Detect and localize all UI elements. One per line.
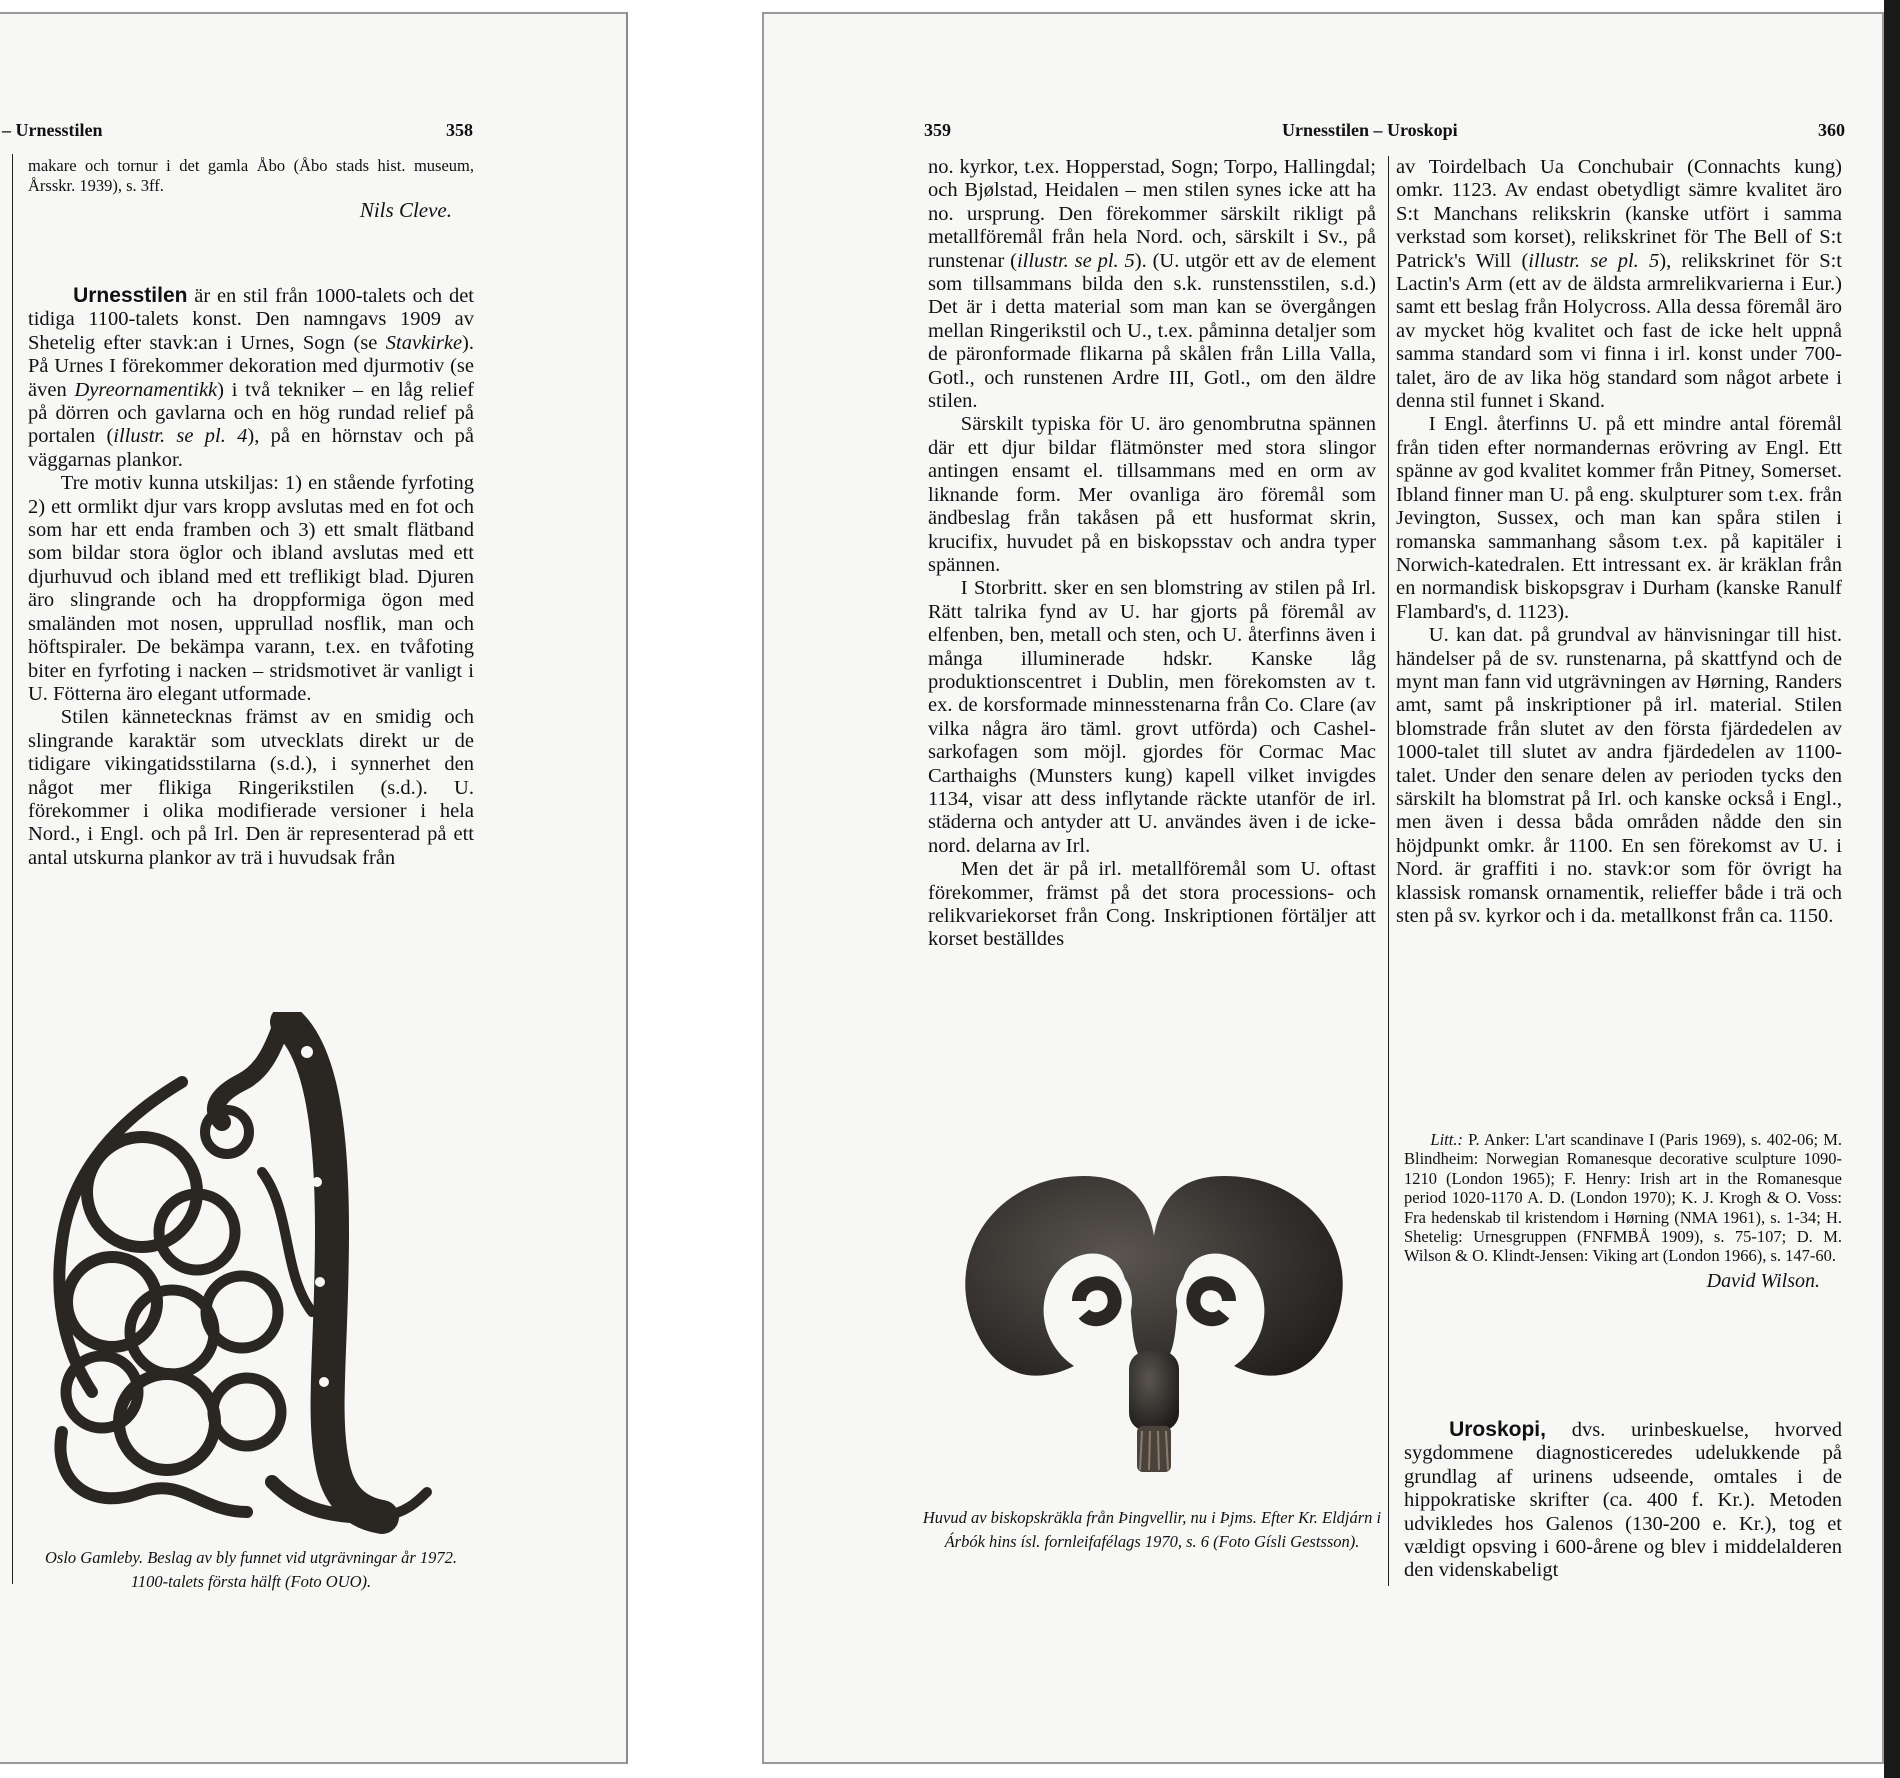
entry-text: är en stil från 1000-talets och det tidiga 1100-talets konst. Den namngavs 1909 av Shetelig efter stavk:an i Urnes, Sogn (se [28, 285, 474, 354]
entry-text: ). På Urnes I förekommer dekoration med djurmotiv (se även [28, 331, 474, 401]
cross-reference-stavkirke: Stavkirke [385, 331, 463, 354]
figure-caption: Huvud av biskopskräkla från Þingvellir, nu i Þjms. Efter Kr. Eldjárn i Árbók hins ísl. fornleifafélags 1970, s. 6 (Foto Gísli Gestsson). [922, 1508, 1382, 1551]
figure-crozier-head-illustration [934, 1136, 1374, 1476]
right-page-number: 360 [1818, 120, 1845, 140]
entry-text: ), relikskrinet för S:t Lactin's Arm (ett av de äldsta armrelikvarierna i Eur.) samt ett beslag från Holycross. Alla dessa föremål äro av mycket hög kvalitet och fast de icke helt uppnå samma standard som vi finna i irl. konst under 700-talet, äro de av lika hög standard som något arbete i denna stil funnet i Skand. [1396, 249, 1842, 413]
literature-label: Litt.: [1430, 1130, 1463, 1149]
running-head-title: Urnesstilen – Uroskopi [1282, 120, 1458, 140]
entry-text: dvs. urinbeskuelse, hvorved sygdommene diagnosticeredes udelukkende på grundlag af urinens udseende, omtales i de hippokratiske skrifter (ca. 400 f. Kr.). Metoden udvikledes hos Galenos (130-200 e. Kr.), tog et vældigt opsving i 600-årene og blev i middelalderen den videnskabeligt [1404, 1419, 1843, 1582]
paragraph: Stilen kännetecknas främst av en smidig och slingrande karaktär som utvecklats direkt ur de tidigare vikingatidsstilarna (s.d.), i synnerhet den något mer flikiga Ringerikstilen (s.d.). U. förekommer i olika modifierade versioner i hela Nord., i Engl. och på Irl. Den är representerad på ett antal utskurna plankor av trä i huvudsak från [28, 706, 474, 869]
plate-reference: illustr. se pl. 5 [1528, 249, 1660, 272]
literature-block [1404, 1130, 1842, 1291]
column-2 [1396, 156, 1842, 928]
entry-text: ), på en hörnstav och på väggarnas plankor. [28, 425, 474, 471]
paragraph: I Engl. återfinns U. på ett mindre antal föremål från tiden efter normandernas erövring av Engl. Ett spänne av god kvalitet kommer från Pitney, Somerset. Ibland finner man U. på eng. skulpturer som t.ex. från Jevington, Sussex, och man kan spåra stilen i romanska sammanhang såsom t.ex. på kapitäler i Norwich-katedralen. Ett intressant ex. är kräklan från en normandisk biskopsgrav i Durham (kanske Ranulf Flambard's, d. 1123). [1396, 413, 1842, 623]
figure-caption: Oslo Gamleby. Beslag av bly funnet vid utgrävningar år 1972. 1100-talets första hälft (Foto OUO). [45, 1548, 457, 1591]
previous-entry-end [28, 156, 474, 221]
column-1 [928, 156, 1376, 952]
column-rule [12, 154, 13, 1584]
plate-reference: illustr. se pl. 4 [113, 425, 248, 448]
right-page [762, 12, 1884, 1764]
paragraph: I Storbritt. sker en sen blomstring av stilen på Irl. Rätt talrika fynd av U. har gjorts på föremål av elfenben, ben, metall och sten, och U. återfinns även i många illuminerade hdskr. Kanske låg produktionscentret i Dublin, men förekomsten av t. ex. de korsformade minnesstenarna från Co. Clare (av vilka några äro täml. grovt utförda) och Cashel-sarkofagen som möjl. gjordes för Cormac Mac Carthaighs (Munsters kung) kapell vilket invigdes 1134, visar att dess inflytande räckte utanför de irl. städerna och antyder att U. användes även i de icke-nord. delarna av Irl. [928, 577, 1376, 857]
cross-reference-dyreornamentikk: Dyreornamentikk [74, 378, 218, 401]
headword-uroskopi: Uroskopi, [1449, 1418, 1546, 1441]
previous-entry-text: makare och tornur i det gamla Åbo (Åbo stads hist. museum, Årsskr. 1939), s. 3ff. [28, 156, 474, 195]
left-page [0, 12, 628, 1764]
paragraph: Tre motiv kunna utskiljas: 1) en stående fyrfoting 2) ett ormlikt djur vars kropp avslutas med en fot och som har ett enda framben och 3) ett smalt flätband som bildar stora öglor och ibland avslutas med ett djurhuvud och ibland med ett treflikigt blad. Djuren äro slingrande och ha droppformiga ögon med smaländen mot nosen, upprullad nosflik, man och höftspiraler. De bekämpa varann, t.ex. en tvåfoting biter en fyrfoting i nacken – stridsmotivet är vanligt i U. Fötterna äro elegant utformade. [28, 472, 474, 705]
entry-text: no. kyrkor, t.ex. Hopperstad, Sogn; Torpo, Hallingdal; och Bjølstad, Heidalen – men stilen synes icke att ha no. ursprung. Den förekommer särskilt rikligt på metallföremål från hela Nord. och, särskilt i Sv., på runstenar ( [928, 156, 1376, 272]
left-page-number: 359 [924, 120, 951, 140]
author-signature: Nils Cleve. [359, 198, 452, 222]
entry-text: av Toirdelbach Ua Conchubair (Connachts kung) omkr. 1123. Av endast obetydligt sämre kvalitet äro S:t Manchans relikskrin (kanske utfört i samma verkstad som korset), relikskrinet för The Bell of S:t Patrick's Will ( [1396, 156, 1842, 272]
literature-references: P. Anker: L'art scandinave I (Paris 1969), s. 402-06; M. Blindheim: Norwegian Romanesque decorative sculpture 1090-1210 (London 1965); F. Henry: Irish art in the Romanesque period 1020-1170 A. D. (London 1970); K. J. Krogh & O. Voss: Fra hedenskab til kristendom i Hørning (NMA 1961), s. 1-34; H. Shetelig: Urnesgruppen (FNFMBÅ 1909), s. 75-107; D. M. Wilson & O. Klindt-Jensen: Viking art (London 1966), s. 147-60. [1404, 1130, 1843, 1266]
paragraph: Särskilt typiska för U. äro genombrutna spännen där ett djur bildar flätmönster med stora slingor antingen ensamt el. tillsammans med en orm av liknande form. Mer ovanliga äro föremål som ändbeslag från takåsen på ett husformat skrin, krucifix, huvudet på en biskopsstav och andra typer spännen. [928, 413, 1376, 576]
book-spine-edge [1884, 0, 1900, 1778]
entry-urnesstilen [28, 284, 474, 870]
page-number: 358 [446, 120, 473, 140]
entry-text: ) i två tekniker – en låg relief på dörren och gavlarna och en hög rundad relief på portalen ( [28, 378, 474, 448]
plate-reference: illustr. se pl. 5 [1016, 249, 1135, 272]
headword-urnesstilen: Urnesstilen [73, 284, 188, 307]
entry-text: ). (U. utgör ett av de element som tillsammans bilda den s.k. runstensstilen, s.d.) Det är i detta material som man kan se övergången mellan Ringerikstil och U., t.ex. påminna detaljer som de päronformade flikarna på skålen från Lilla Valla, Gotl., och runstenen Ardre III, Gotl., om den äldre stilen. [928, 249, 1376, 413]
author-signature: David Wilson. [1706, 1269, 1820, 1292]
paragraph: U. kan dat. på grundval av hänvisningar till hist. händelser på de sv. runstenarna, på skattfynd och de mynt man fann vid utgrävningen av Hørning, Randers amt, samt på inskriptioner på irl. material. Stilen blomstrade från slutet av den första fjärdedelen av 1000-talet till slutet av andra fjärdedelen av 1100-talet. Under den senare delen av perioden tycks den särskilt ha blomstrat på Irl. och kanske också i Engl., men även i dessa båda områden nådde den sin höjdpunkt omkr. år 1100. En sen förekomst av U. i Nord. är graffiti i no. stavk:or som för övrigt ha klassisk romansk ornamentik, relieffer både i trä och sten på sv. kyrkor och i da. metallkonst från ca. 1150. [1396, 624, 1842, 927]
running-head-title: – Urnesstilen [2, 120, 103, 140]
figure-lead-mount-illustration [32, 1012, 492, 1542]
entry-uroskopi [1404, 1418, 1842, 1583]
column-rule [1388, 156, 1389, 1586]
paragraph: Men det är på irl. metallföremål som U. oftast förekommer, främst på det stora processions- och relikvariekorset från Cong. Inskriptionen förtäljer att korset beställdes [928, 858, 1376, 951]
